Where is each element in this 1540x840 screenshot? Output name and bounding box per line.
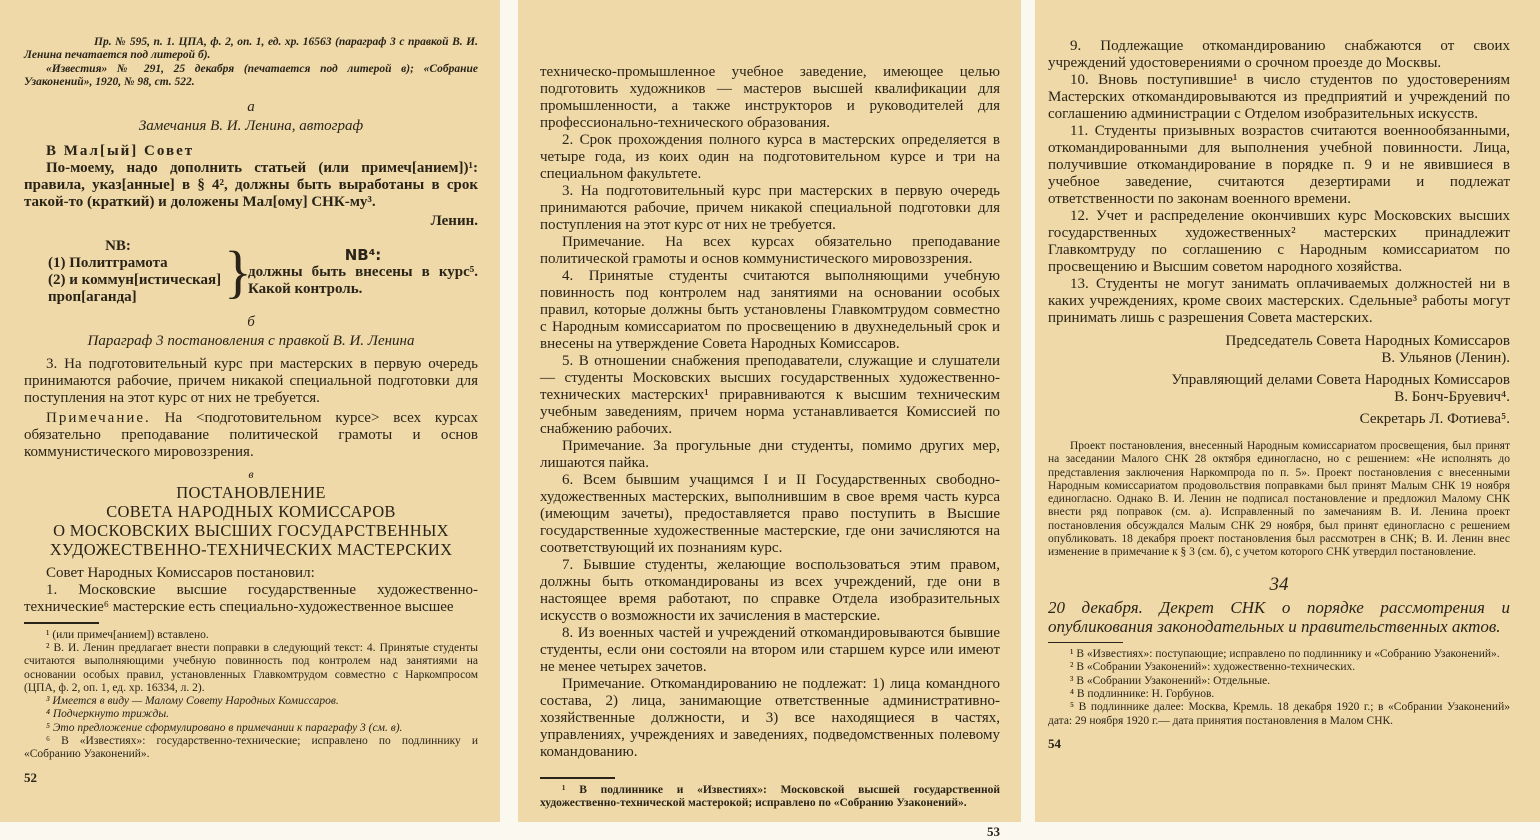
- paragraph: 12. Учет и распределение окончивших курс Московских высших государственных художественных² мастерских принадлежит Главкомтруду по соглашению с Народным комиссариатом по просвещению и Высшим советом народного хозяйства.: [1048, 208, 1510, 275]
- footnote: ⁶ В «Известиях»: государственно-технические; исправлено по подлиннику и «Собранию Узаконений».: [24, 735, 478, 761]
- source-note-line: «Известия» № 291, 25 декабря (печатается под литерой в); «Собрание Узаконений», 1920, № 98, ст. 522.: [24, 62, 478, 88]
- footnote-divider: [1048, 642, 1123, 644]
- paragraph: 13. Студенты не могут занимать оплачиваемых должностей ни в каких учреждениях, кроме своих мастерских. Сдельные³ работы могут принимать лишь с разрешения Совета мастерских.: [1048, 276, 1510, 326]
- document-heading: 20 декабря. Декрет СНК о порядке рассмотрения и опубликования законодательных и правительственных актов.: [1048, 597, 1510, 636]
- footnote: ¹ В «Известиях»: поступающие; исправлено по подлиннику и «Собранию Узаконений».: [1070, 648, 1500, 661]
- editorial-note-text: Проект постановления, внесенный Народным комиссариатом просвещения, был принят на заседании Малого СНК 28 октября единогласно, но с решением: «Не исполнять до представления заключения Наркомпрода по п. 5». Проект постановления с внесенными Народным комиссариатом продовольствия поправками был принят Малым СНК 19 ноября единогласно. Однако В. И. Ленин не подписал постановление и предложил Малому СНК внести ряд поправок (см. а). Исправленный по замечаниям В. И. Ленина проект постановления обсуждался Малым СНК 29 ноября, был принят единогласно с решением опубликовать. 18 декабря проект постановления был рассмотрен в СНК; В. И. Ленин внес изменение в примечание к § 3 (см. б), с учетом которого СНК утвердил постановление.: [1048, 440, 1510, 559]
- signatures: [1048, 333, 1510, 428]
- brace-icon: }: [224, 239, 252, 305]
- page-53-text: [540, 64, 1000, 761]
- paragraph: 11. Студенты призывных возрастов считаются военнообязанными, откомандированными для выполнения учебной повинности. Лица, получившие откомандирование в порядке п. 9 и не явившиеся в учебное заведение, считаются дезертирами и подлежат ответственности по законам военного времени.: [1048, 123, 1510, 207]
- signature-title: Управляющий делами Совета Народных Комиссаров: [1171, 372, 1510, 388]
- section-b-text: [24, 356, 478, 461]
- footnote: ² В. И. Ленин предлагает внести поправки в следующий текст: 4. Принятые студенты считаются выполняющими учебную повинность под контролем над занятиями на основании особых правил, установленных Главкомтрудом совместно с Наркомпросом (ЦПА, ф. 2, оп. 1, ед. хр. 16334, л. 2).: [24, 641, 478, 694]
- nb-right-text: должны быть внесены в курс⁵. Какой контроль.: [248, 263, 478, 297]
- lenin-remarks: [24, 143, 478, 230]
- footnote: ⁴ Подчеркнуто трижды.: [46, 708, 170, 721]
- footnote: ³ В «Собрании Узаконений»: Отдельные.: [1070, 674, 1271, 687]
- note: Примечание. На всех курсах обязательно преподавание политической грамоты и основ коммунистического мировоззрения.: [540, 234, 1000, 267]
- note-text: На <подготовительном курсе> всех курсах обязательно преподавание политической грамоты и основ коммунистического мировоззрения.: [24, 410, 478, 461]
- footnote: ⁴ В подлиннике: Н. Горбунов.: [1070, 688, 1215, 701]
- editorial-note: [1048, 440, 1510, 560]
- note: [24, 410, 478, 461]
- document-number: 34: [1269, 573, 1289, 595]
- title-line: ХУДОЖЕСТВЕННО-ТЕХНИЧЕСКИХ МАСТЕРСКИХ: [49, 540, 453, 560]
- footnote: ¹ (или примеч[анием]) вставлено.: [46, 628, 209, 641]
- nb-right-title: NB⁴:: [344, 245, 382, 264]
- paragraph: 8. Из военных частей и учреждений откомандировываются бывшие студенты, если они состояли на втором или старшем курсе или имеют не менее четырех зачетов.: [540, 625, 1000, 675]
- footnote: ⁵ Это предложение сформулировано в примечании к параграфу 3 (см. в).: [46, 721, 403, 734]
- signature-name: В. Бонч-Бруевич⁴.: [1394, 389, 1510, 405]
- paragraph-3: 3. На подготовительный курс при мастерских в первую очередь принимаются рабочие, причем никакой специальной подготовки для поступления на этот курс от них не требуется.: [24, 356, 478, 407]
- footnote-divider: [24, 622, 99, 624]
- signature-title: Председатель Совета Народных Комиссаров: [1225, 333, 1510, 349]
- title-line: ПОСТАНОВЛЕНИЕ: [176, 483, 326, 503]
- signature-name: В. Ульянов (Ленин).: [1381, 350, 1510, 366]
- page-54-text: [1048, 38, 1510, 327]
- signature-lenin: Ленин.: [430, 213, 478, 230]
- decree-intro: Совет Народных Комиссаров постановил:: [46, 565, 315, 582]
- note: Примечание. Откомандированию не подлежат: 1) лица командного состава, 2) лица, занимающие ответственные административно-хозяйственные должности, и 3) все находящиеся в частях, управлениях, учреждениях и заведениях, подведомственных полевому командованию.: [540, 676, 1000, 760]
- paragraph: 6. Всем бывшим учащимся I и II Государственных свободно-художественных мастерских, выполнившим в свое время часть курса (имеющим зачеты), предоставляется право поступить в Высшие государственные художественные мастерские, где они зачисляются на соответствующий их познаниям курс.: [540, 472, 1000, 556]
- page-number: 54: [1048, 735, 1061, 751]
- footnote-divider: [540, 777, 615, 779]
- title-line: СОВЕТА НАРОДНЫХ КОМИССАРОВ: [106, 502, 396, 522]
- page-number: 53: [987, 824, 1000, 840]
- paragraph: 7. Бывшие студенты, желающие воспользоваться этим правом, должны быть откомандированы из всех учреждений, где они в настоящее время работают, по справке Отдела изобразительных искусств о возможности их зачисления в мастерские.: [540, 557, 1000, 624]
- page-54: [1035, 0, 1540, 822]
- nb-left: [24, 238, 224, 306]
- footnote: ² В «Собрании Узаконений»: художественно-технических.: [1070, 661, 1356, 674]
- section-letter-v: в: [248, 467, 254, 482]
- nb-item: (1) Политграмота: [48, 255, 168, 272]
- section-b-heading: Параграф 3 постановления с правкой В. И. Ленина: [87, 333, 415, 350]
- decree-start: [24, 565, 478, 616]
- page-53: [518, 0, 1021, 840]
- nb-item: проп[аганда]: [48, 289, 137, 306]
- paragraph: 9. Подлежащие откомандированию снабжаются от своих учреждений удостоверениями о срочном проезде до Москвы.: [1048, 38, 1510, 71]
- nb-item: (2) и коммун[истическая]: [48, 272, 222, 289]
- source-note: [24, 36, 478, 89]
- page-52: [0, 0, 500, 822]
- addressee: В Мал[ый] Совет: [46, 143, 195, 160]
- remarks-body: По-моему, надо дополнить статьей (или примеч[анием])¹: правила, указ[анные] в § 4², должны быть выработаны в срок такой-то (краткий) и доложены Мал[ому] СНК-му³.: [24, 160, 478, 211]
- footnote: ¹ В подлиннике и «Известиях»: Московской высшей государственной художественно-технической мастерокой; исправлено по «Собранию Узаконений».: [540, 783, 1000, 809]
- signature-name: Секретарь Л. Фотиева⁵.: [1359, 411, 1510, 427]
- page-number: 52: [24, 769, 37, 785]
- nb-block: [24, 238, 478, 306]
- paragraph: техническо-промышленное учебное заведение, имеющее целью подготовить художников — мастеров высшей квалификации для промышленности, а также инструкторов и руководителей для профессионально-технического образования.: [540, 64, 1000, 131]
- footnotes: [540, 784, 1000, 811]
- footnote: ⁵ В подлиннике далее: Москва, Кремль. 18 декабря 1920 г.; в «Собрании Узаконений» дата: 29 ноября 1920 г.— дата принятия постановления в Малом СНК.: [1048, 701, 1510, 727]
- paragraph: 10. Вновь поступившие¹ в число студентов по удостоверениям Мастерских откомандировываются из предприятий и учреждений по соглашению администрации с Отделом изобразительных искусств.: [1048, 72, 1510, 122]
- note-label: Примечание.: [46, 410, 151, 427]
- paragraph: 3. На подготовительный курс при мастерских в первую очередь принимаются рабочие, причем никакой специальной подготовки для поступления на этот курс от них не требуется.: [540, 183, 1000, 233]
- nb-right: [248, 247, 478, 298]
- section-letter-b: б: [247, 314, 255, 331]
- item-1: 1. Московские высшие государственные художественно-технические⁶ мастерские есть специально-художественное высшее: [24, 582, 478, 616]
- footnotes: [1048, 648, 1510, 728]
- nb-left-title: NB:: [105, 238, 131, 255]
- footnotes: [24, 629, 478, 762]
- footnote: ³ Имеется в виду — Малому Совету Народных Комиссаров.: [46, 695, 339, 708]
- section-a-heading: Замечания В. И. Ленина, автограф: [138, 118, 364, 135]
- title-line: О МОСКОВСКИХ ВЫСШИХ ГОСУДАРСТВЕННЫХ: [53, 521, 449, 541]
- source-note-line: Пр. № 595, п. 1. ЦПА, ф. 2, оп. 1, ед. хр. 16563 (параграф 3 с правкой В. И. Ленина печатается под литерой б).: [24, 36, 478, 62]
- section-letter-a: а: [247, 99, 255, 116]
- paragraph: 5. В отношении снабжения преподаватели, служащие и слушатели — студенты Московских высших государственных художественно-технических мастерских¹ приравниваются к высшим техническим учебным заведениям, причем норма устанавливается Комиссией по снабжению рабочих.: [540, 353, 1000, 437]
- paragraph: 2. Срок прохождения полного курса в мастерских определяется в четыре года, из коих один на подготовительном курсе и три на специальном факультете.: [540, 132, 1000, 182]
- note: Примечание. За прогульные дни студенты, помимо других мер, лишаются пайка.: [540, 438, 1000, 471]
- paragraph: 4. Принятые студенты считаются выполняющими учебную повинность под контролем над занятиями на основании особых правил, которые должны быть установлены Главкомтрудом совместно с Народным комиссариатом по просвещению в двухнедельный срок и внесены на утверждение Совета Народных Комиссаров.: [540, 268, 1000, 352]
- decree-title: [24, 483, 478, 559]
